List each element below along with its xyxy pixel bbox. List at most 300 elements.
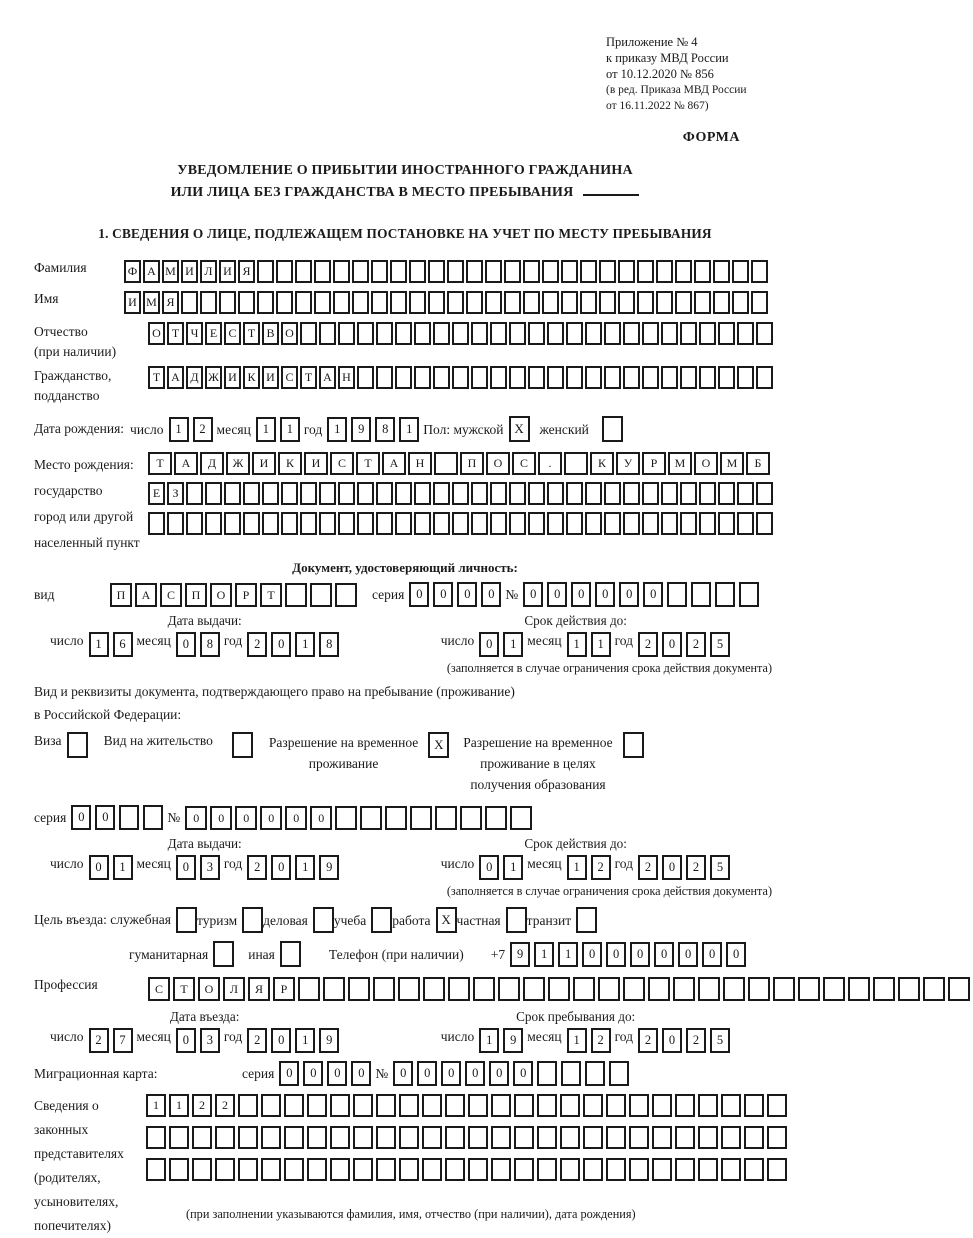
char-cell[interactable] — [452, 322, 469, 345]
char-cell[interactable] — [422, 1158, 442, 1181]
char-cell[interactable]: 0 — [726, 942, 746, 967]
char-cell[interactable]: 0 — [271, 632, 291, 657]
char-cell[interactable]: Н — [408, 452, 432, 475]
char-cell[interactable] — [435, 806, 457, 830]
char-cell[interactable] — [723, 977, 745, 1001]
char-cell[interactable] — [447, 291, 464, 314]
char-cell[interactable]: И — [219, 260, 236, 283]
char-cell[interactable] — [333, 291, 350, 314]
checkbox-cell[interactable] — [506, 907, 527, 933]
char-cell[interactable]: 0 — [479, 632, 499, 657]
char-cell[interactable]: 2 — [193, 417, 213, 442]
char-cell[interactable]: 2 — [591, 855, 611, 880]
char-cell[interactable] — [360, 806, 382, 830]
char-cell[interactable] — [468, 1094, 488, 1117]
char-cell[interactable] — [680, 322, 697, 345]
char-cell[interactable] — [509, 512, 526, 535]
char-cell[interactable]: 5 — [710, 632, 730, 657]
char-cell[interactable] — [445, 1094, 465, 1117]
char-cell[interactable] — [548, 977, 570, 1001]
char-cell[interactable]: 0 — [662, 855, 682, 880]
char-cell[interactable]: Д — [200, 452, 224, 475]
char-cell[interactable] — [751, 291, 768, 314]
char-cell[interactable]: 0 — [260, 806, 282, 830]
char-cell[interactable]: 0 — [210, 806, 232, 830]
char-cell[interactable] — [694, 291, 711, 314]
char-cell[interactable] — [433, 322, 450, 345]
char-cell[interactable] — [298, 977, 320, 1001]
char-cell[interactable]: В — [262, 322, 279, 345]
char-cell[interactable] — [186, 482, 203, 505]
char-cell[interactable]: 0 — [547, 582, 567, 607]
char-cell[interactable]: 0 — [678, 942, 698, 967]
char-cell[interactable] — [243, 482, 260, 505]
char-cell[interactable] — [583, 1126, 603, 1149]
char-cell[interactable] — [798, 977, 820, 1001]
char-cell[interactable]: И — [252, 452, 276, 475]
char-cell[interactable] — [215, 1158, 235, 1181]
char-cell[interactable] — [395, 322, 412, 345]
char-cell[interactable] — [257, 291, 274, 314]
char-cell[interactable] — [767, 1094, 787, 1117]
char-cell[interactable]: 1 — [534, 942, 554, 967]
char-cell[interactable]: 2 — [247, 632, 267, 657]
checkbox-cell[interactable] — [602, 416, 623, 442]
char-cell[interactable] — [537, 1158, 557, 1181]
char-cell[interactable] — [604, 366, 621, 389]
char-cell[interactable] — [585, 322, 602, 345]
char-cell[interactable]: 1 — [567, 1028, 587, 1053]
char-cell[interactable]: 5 — [710, 1028, 730, 1053]
char-cell[interactable] — [604, 512, 621, 535]
char-cell[interactable] — [330, 1094, 350, 1117]
char-cell[interactable]: 2 — [192, 1094, 212, 1117]
char-cell[interactable] — [238, 1126, 258, 1149]
char-cell[interactable] — [547, 366, 564, 389]
char-cell[interactable]: 1 — [169, 1094, 189, 1117]
checkbox-cell[interactable] — [623, 732, 644, 758]
char-cell[interactable] — [295, 260, 312, 283]
char-cell[interactable] — [732, 260, 749, 283]
char-cell[interactable]: 0 — [619, 582, 639, 607]
checkbox-cell[interactable] — [67, 732, 88, 758]
char-cell[interactable] — [485, 260, 502, 283]
char-cell[interactable]: П — [185, 583, 207, 607]
char-cell[interactable]: 0 — [441, 1061, 461, 1086]
char-cell[interactable]: 0 — [465, 1061, 485, 1086]
char-cell[interactable] — [721, 1126, 741, 1149]
char-cell[interactable] — [566, 482, 583, 505]
char-cell[interactable] — [284, 1094, 304, 1117]
char-cell[interactable] — [675, 1158, 695, 1181]
char-cell[interactable] — [523, 260, 540, 283]
char-cell[interactable] — [490, 322, 507, 345]
char-cell[interactable]: Р — [235, 583, 257, 607]
char-cell[interactable]: П — [110, 583, 132, 607]
char-cell[interactable] — [414, 322, 431, 345]
char-cell[interactable]: 8 — [200, 632, 220, 657]
checkbox-cell[interactable]: X — [509, 416, 530, 442]
char-cell[interactable] — [509, 366, 526, 389]
char-cell[interactable] — [642, 366, 659, 389]
char-cell[interactable]: Ч — [186, 322, 203, 345]
char-cell[interactable] — [504, 291, 521, 314]
char-cell[interactable]: 1 — [503, 855, 523, 880]
char-cell[interactable] — [675, 1094, 695, 1117]
char-cell[interactable] — [143, 805, 163, 830]
char-cell[interactable] — [560, 1094, 580, 1117]
char-cell[interactable] — [357, 322, 374, 345]
char-cell[interactable] — [623, 482, 640, 505]
char-cell[interactable] — [428, 291, 445, 314]
char-cell[interactable]: 1 — [295, 855, 315, 880]
char-cell[interactable] — [323, 977, 345, 1001]
char-cell[interactable] — [310, 583, 332, 607]
char-cell[interactable] — [376, 482, 393, 505]
char-cell[interactable] — [561, 1061, 581, 1086]
char-cell[interactable] — [767, 1158, 787, 1181]
char-cell[interactable] — [699, 512, 716, 535]
char-cell[interactable]: 1 — [567, 855, 587, 880]
char-cell[interactable] — [422, 1126, 442, 1149]
char-cell[interactable] — [623, 366, 640, 389]
char-cell[interactable] — [428, 260, 445, 283]
char-cell[interactable] — [504, 260, 521, 283]
char-cell[interactable] — [357, 512, 374, 535]
char-cell[interactable] — [564, 452, 588, 475]
char-cell[interactable] — [471, 482, 488, 505]
char-cell[interactable] — [491, 1094, 511, 1117]
char-cell[interactable] — [598, 977, 620, 1001]
char-cell[interactable]: А — [167, 366, 184, 389]
char-cell[interactable]: 2 — [247, 855, 267, 880]
char-cell[interactable]: 2 — [247, 1028, 267, 1053]
char-cell[interactable] — [713, 260, 730, 283]
char-cell[interactable] — [580, 291, 597, 314]
char-cell[interactable] — [319, 482, 336, 505]
char-cell[interactable] — [618, 291, 635, 314]
char-cell[interactable] — [585, 366, 602, 389]
char-cell[interactable] — [642, 322, 659, 345]
char-cell[interactable] — [319, 322, 336, 345]
char-cell[interactable] — [523, 291, 540, 314]
char-cell[interactable]: 1 — [295, 632, 315, 657]
char-cell[interactable]: 0 — [185, 806, 207, 830]
char-cell[interactable] — [330, 1158, 350, 1181]
char-cell[interactable] — [471, 366, 488, 389]
char-cell[interactable]: 0 — [595, 582, 615, 607]
char-cell[interactable] — [262, 482, 279, 505]
char-cell[interactable] — [352, 260, 369, 283]
char-cell[interactable] — [751, 260, 768, 283]
char-cell[interactable] — [262, 512, 279, 535]
char-cell[interactable]: С — [512, 452, 536, 475]
char-cell[interactable] — [699, 366, 716, 389]
char-cell[interactable] — [542, 291, 559, 314]
char-cell[interactable]: 0 — [271, 1028, 291, 1053]
char-cell[interactable]: Ж — [205, 366, 222, 389]
char-cell[interactable]: 1 — [503, 632, 523, 657]
char-cell[interactable] — [445, 1126, 465, 1149]
char-cell[interactable]: 0 — [351, 1061, 371, 1086]
char-cell[interactable]: 0 — [89, 855, 109, 880]
char-cell[interactable]: 2 — [686, 855, 706, 880]
char-cell[interactable]: 2 — [686, 632, 706, 657]
char-cell[interactable] — [395, 366, 412, 389]
char-cell[interactable] — [583, 1158, 603, 1181]
char-cell[interactable]: Е — [205, 322, 222, 345]
char-cell[interactable] — [376, 1094, 396, 1117]
char-cell[interactable]: 1 — [327, 417, 347, 442]
char-cell[interactable]: А — [382, 452, 406, 475]
char-cell[interactable]: 0 — [481, 582, 501, 607]
char-cell[interactable] — [661, 482, 678, 505]
char-cell[interactable] — [399, 1126, 419, 1149]
char-cell[interactable] — [385, 806, 407, 830]
char-cell[interactable] — [561, 260, 578, 283]
char-cell[interactable] — [698, 1126, 718, 1149]
char-cell[interactable] — [238, 1094, 258, 1117]
char-cell[interactable] — [468, 1126, 488, 1149]
char-cell[interactable]: 1 — [558, 942, 578, 967]
char-cell[interactable]: 9 — [319, 1028, 339, 1053]
char-cell[interactable] — [447, 260, 464, 283]
char-cell[interactable] — [307, 1126, 327, 1149]
char-cell[interactable] — [609, 1061, 629, 1086]
char-cell[interactable] — [335, 806, 357, 830]
char-cell[interactable] — [721, 1094, 741, 1117]
char-cell[interactable] — [169, 1158, 189, 1181]
char-cell[interactable] — [307, 1094, 327, 1117]
char-cell[interactable]: Е — [148, 482, 165, 505]
char-cell[interactable] — [744, 1158, 764, 1181]
char-cell[interactable] — [656, 291, 673, 314]
char-cell[interactable]: С — [330, 452, 354, 475]
char-cell[interactable] — [169, 1126, 189, 1149]
char-cell[interactable] — [629, 1094, 649, 1117]
char-cell[interactable] — [371, 291, 388, 314]
char-cell[interactable] — [390, 260, 407, 283]
char-cell[interactable] — [376, 1158, 396, 1181]
char-cell[interactable]: К — [243, 366, 260, 389]
char-cell[interactable]: О — [148, 322, 165, 345]
char-cell[interactable] — [319, 512, 336, 535]
char-cell[interactable] — [680, 366, 697, 389]
char-cell[interactable] — [460, 806, 482, 830]
char-cell[interactable]: 2 — [89, 1028, 109, 1053]
char-cell[interactable] — [300, 482, 317, 505]
char-cell[interactable] — [509, 322, 526, 345]
char-cell[interactable] — [261, 1094, 281, 1117]
char-cell[interactable] — [398, 977, 420, 1001]
char-cell[interactable] — [357, 366, 374, 389]
char-cell[interactable]: 0 — [457, 582, 477, 607]
char-cell[interactable]: М — [162, 260, 179, 283]
char-cell[interactable] — [629, 1126, 649, 1149]
char-cell[interactable] — [699, 482, 716, 505]
char-cell[interactable]: 9 — [319, 855, 339, 880]
char-cell[interactable]: 1 — [399, 417, 419, 442]
char-cell[interactable]: 1 — [256, 417, 276, 442]
char-cell[interactable] — [181, 291, 198, 314]
char-cell[interactable] — [566, 322, 583, 345]
char-cell[interactable] — [148, 512, 165, 535]
char-cell[interactable] — [284, 1126, 304, 1149]
char-cell[interactable] — [119, 805, 139, 830]
char-cell[interactable] — [523, 977, 545, 1001]
char-cell[interactable]: Т — [167, 322, 184, 345]
char-cell[interactable]: Т — [148, 366, 165, 389]
char-cell[interactable] — [490, 366, 507, 389]
char-cell[interactable] — [698, 977, 720, 1001]
char-cell[interactable]: Т — [300, 366, 317, 389]
char-cell[interactable] — [585, 1061, 605, 1086]
char-cell[interactable]: Я — [238, 260, 255, 283]
char-cell[interactable] — [537, 1094, 557, 1117]
char-cell[interactable] — [376, 1126, 396, 1149]
char-cell[interactable] — [295, 291, 312, 314]
char-cell[interactable] — [623, 322, 640, 345]
char-cell[interactable]: О — [486, 452, 510, 475]
char-cell[interactable] — [224, 512, 241, 535]
char-cell[interactable] — [744, 1126, 764, 1149]
char-cell[interactable]: 0 — [176, 1028, 196, 1053]
char-cell[interactable]: 7 — [113, 1028, 133, 1053]
char-cell[interactable]: А — [319, 366, 336, 389]
char-cell[interactable] — [756, 322, 773, 345]
char-cell[interactable]: 1 — [591, 632, 611, 657]
char-cell[interactable]: Т — [260, 583, 282, 607]
char-cell[interactable]: 2 — [638, 1028, 658, 1053]
char-cell[interactable] — [823, 977, 845, 1001]
char-cell[interactable] — [606, 1094, 626, 1117]
checkbox-cell[interactable] — [232, 732, 253, 758]
char-cell[interactable] — [448, 977, 470, 1001]
char-cell[interactable]: 6 — [113, 632, 133, 657]
char-cell[interactable]: К — [278, 452, 302, 475]
char-cell[interactable] — [200, 291, 217, 314]
char-cell[interactable]: Р — [642, 452, 666, 475]
char-cell[interactable] — [338, 512, 355, 535]
char-cell[interactable]: 0 — [279, 1061, 299, 1086]
char-cell[interactable] — [514, 1158, 534, 1181]
char-cell[interactable]: 0 — [571, 582, 591, 607]
char-cell[interactable]: М — [668, 452, 692, 475]
char-cell[interactable] — [537, 1061, 557, 1086]
char-cell[interactable] — [433, 482, 450, 505]
char-cell[interactable] — [739, 582, 759, 607]
char-cell[interactable] — [335, 583, 357, 607]
char-cell[interactable] — [698, 1158, 718, 1181]
char-cell[interactable] — [767, 1126, 787, 1149]
char-cell[interactable] — [422, 1094, 442, 1117]
char-cell[interactable] — [606, 1126, 626, 1149]
char-cell[interactable] — [573, 977, 595, 1001]
char-cell[interactable] — [675, 1126, 695, 1149]
char-cell[interactable]: 1 — [567, 632, 587, 657]
char-cell[interactable] — [276, 260, 293, 283]
char-cell[interactable] — [186, 512, 203, 535]
char-cell[interactable] — [192, 1158, 212, 1181]
char-cell[interactable]: 3 — [200, 855, 220, 880]
char-cell[interactable]: 0 — [71, 805, 91, 830]
char-cell[interactable] — [205, 512, 222, 535]
char-cell[interactable] — [371, 260, 388, 283]
char-cell[interactable] — [376, 366, 393, 389]
char-cell[interactable] — [756, 512, 773, 535]
char-cell[interactable]: 2 — [638, 632, 658, 657]
char-cell[interactable] — [314, 260, 331, 283]
char-cell[interactable] — [490, 482, 507, 505]
char-cell[interactable] — [338, 482, 355, 505]
char-cell[interactable] — [528, 512, 545, 535]
char-cell[interactable]: О — [281, 322, 298, 345]
char-cell[interactable] — [338, 322, 355, 345]
char-cell[interactable] — [618, 260, 635, 283]
char-cell[interactable]: 0 — [479, 855, 499, 880]
char-cell[interactable] — [585, 482, 602, 505]
char-cell[interactable] — [560, 1126, 580, 1149]
checkbox-cell[interactable] — [371, 907, 392, 933]
char-cell[interactable] — [756, 366, 773, 389]
char-cell[interactable] — [675, 291, 692, 314]
char-cell[interactable] — [285, 583, 307, 607]
char-cell[interactable] — [661, 512, 678, 535]
char-cell[interactable] — [652, 1126, 672, 1149]
char-cell[interactable] — [357, 482, 374, 505]
char-cell[interactable]: 0 — [489, 1061, 509, 1086]
char-cell[interactable] — [604, 322, 621, 345]
char-cell[interactable] — [528, 482, 545, 505]
char-cell[interactable]: 8 — [375, 417, 395, 442]
char-cell[interactable]: И — [262, 366, 279, 389]
char-cell[interactable] — [281, 482, 298, 505]
char-cell[interactable] — [514, 1126, 534, 1149]
char-cell[interactable] — [373, 977, 395, 1001]
char-cell[interactable]: 2 — [591, 1028, 611, 1053]
char-cell[interactable] — [629, 1158, 649, 1181]
char-cell[interactable] — [680, 512, 697, 535]
char-cell[interactable]: 8 — [319, 632, 339, 657]
char-cell[interactable]: 9 — [510, 942, 530, 967]
char-cell[interactable] — [395, 482, 412, 505]
char-cell[interactable]: Л — [200, 260, 217, 283]
char-cell[interactable] — [353, 1126, 373, 1149]
char-cell[interactable] — [848, 977, 870, 1001]
char-cell[interactable] — [748, 977, 770, 1001]
char-cell[interactable]: З — [167, 482, 184, 505]
char-cell[interactable] — [490, 512, 507, 535]
char-cell[interactable] — [376, 512, 393, 535]
char-cell[interactable] — [623, 977, 645, 1001]
char-cell[interactable] — [713, 291, 730, 314]
char-cell[interactable]: Д — [186, 366, 203, 389]
char-cell[interactable] — [353, 1094, 373, 1117]
char-cell[interactable]: 0 — [417, 1061, 437, 1086]
char-cell[interactable] — [537, 1126, 557, 1149]
char-cell[interactable]: 0 — [176, 632, 196, 657]
char-cell[interactable] — [219, 291, 236, 314]
char-cell[interactable] — [376, 322, 393, 345]
char-cell[interactable] — [146, 1126, 166, 1149]
char-cell[interactable] — [485, 806, 507, 830]
char-cell[interactable] — [698, 1094, 718, 1117]
char-cell[interactable]: К — [590, 452, 614, 475]
char-cell[interactable]: 0 — [654, 942, 674, 967]
char-cell[interactable] — [547, 512, 564, 535]
char-cell[interactable]: Т — [356, 452, 380, 475]
char-cell[interactable]: 1 — [89, 632, 109, 657]
